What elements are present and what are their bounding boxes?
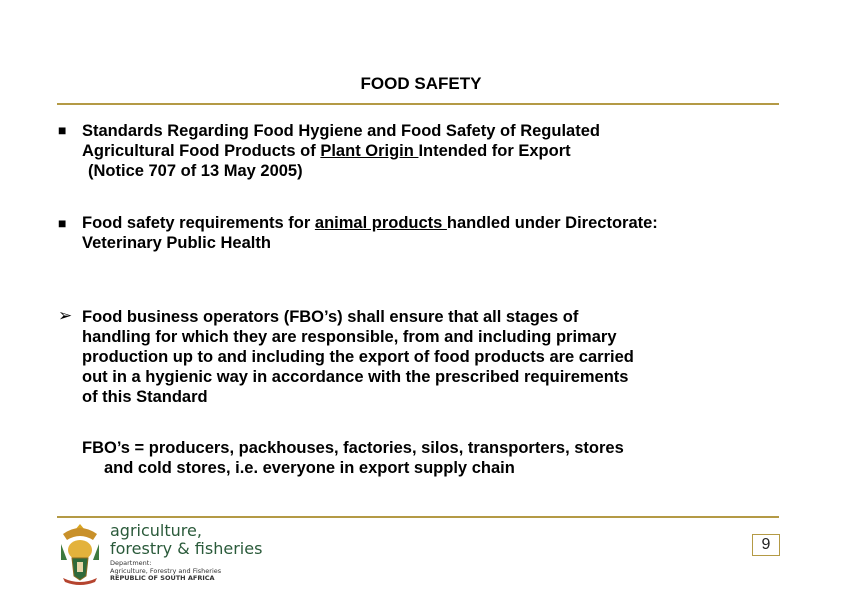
top-divider — [57, 103, 779, 105]
fbo-paragraph: Food business operators (FBO’s) shall ensure that all stages of handling for which they are responsible, from and including primary production up to and including the export of food products are carried out in a hygienic way in accordance with the prescribed requirements of this Standard — [82, 308, 634, 406]
bullet-standards-line1: Standards Regarding Food Hygiene and Food Safety of Regulated — [82, 122, 600, 140]
bullet-animal-products-line2: Veterinary Public Health — [82, 234, 271, 252]
square-bullet-icon: ■ — [58, 122, 67, 138]
bullet-standards-notice: (Notice 707 of 13 May 2005) — [88, 162, 303, 180]
bullet-animal-products: Food safety requirements for animal products handled under Directorate: Veterinary Public Health — [82, 214, 658, 252]
plant-origin-underlined: Plant Origin — [320, 142, 419, 160]
bullet-standards-line2: Agricultural Food Products of Plant Origin Intended for Export — [82, 142, 571, 160]
department-logo-text: agriculture, forestry & fisheries Department: Agriculture, Forestry and Fisheries REPUBLIC OF SOUTH AFRICA — [110, 521, 263, 582]
logo-line-forestry: forestry & fisheries — [110, 539, 263, 558]
animal-products-underlined: animal products — [314, 214, 447, 232]
bullet-standards — [82, 121, 600, 181]
arrow-bullet-icon: ➢ — [58, 306, 73, 325]
slide-title: FOOD SAFETY — [360, 74, 482, 93]
bottom-divider — [57, 516, 779, 518]
logo-line-agriculture: agriculture, — [110, 521, 202, 540]
coat-of-arms-icon — [55, 520, 105, 593]
fbo-definition: FBO’s = producers, packhouses, factories, silos, transporters, stores and cold stores, i.e. everyone in export supply chain — [82, 439, 624, 477]
square-bullet-icon: ■ — [58, 215, 67, 231]
page-number: 9 — [752, 534, 780, 556]
